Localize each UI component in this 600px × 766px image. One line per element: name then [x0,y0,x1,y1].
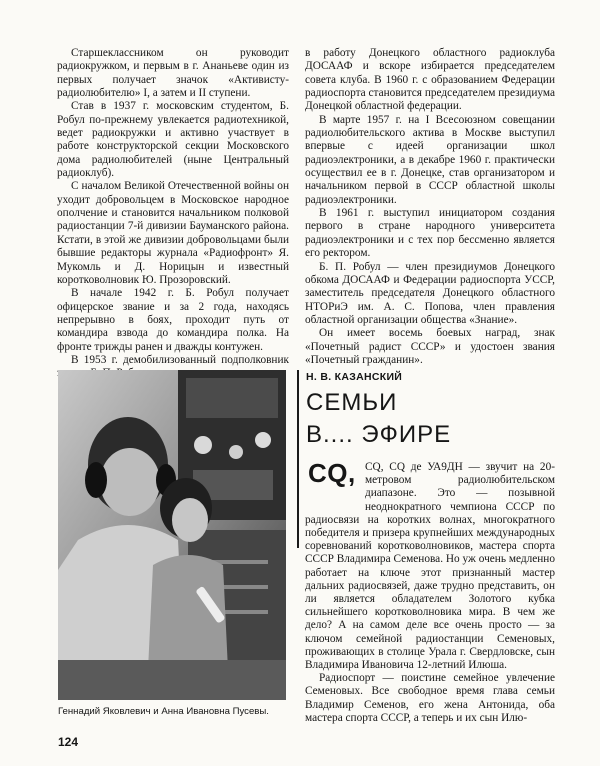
paragraph: Радиоспорт — поистине семейное увлечение Семеновых. Все свободное время глава семьи Владимир Семенов, его жена Антонида, оба мастера спорта СССР, а теперь и их сын Илю- [305,672,555,724]
paragraph: Старшеклассником он руководит радиокружком, и первым в г. Ананьеве один из первых получает значок «Активисту-радиолюбителю» I, а затем и II ступени. [57,47,289,100]
paragraph: В 1953 г. демобилизованный подполковник [71,353,289,366]
article-title-line-2: В.... ЭФИРЕ [306,421,452,448]
paragraph: С началом Великой Отечественной войны он уходит добровольцем в Московское народное ополчение и становится начальником полковой радиостанции 7-й дивизии Бауманского района. Кстати, в этой же дивизии добровольцами были бывшие редакторы журнала «Радиофронт» Я. Мукомль и Д. Норицын и известный коротковолновик Ю. Прозоровский. [57,180,289,286]
photo-caption: Геннадий Яковлевич и Анна Ивановна Пусевы. [58,706,269,717]
paragraph: Став в 1937 г. московским студентом, Б. Робул по-прежнему увлекается радиотехникой, ведет радиокружки и активно участвует в работе конструкторской секции Московского дома радиолюбителей (ныне Центральный радиоклуб). [57,100,289,180]
paragraph: в работу Донецкого областного радиоклуба ДОСААФ и вскоре избирается председателем совета клуба. В 1960 г. с образованием Федерации радиоспорта становится председателем президиума Донецкой областной федерации. [305,47,555,113]
article-dropcap: CQ, [308,458,356,488]
paragraph: CQ, CQ де УА9ДН — звучит на 20-метровом радиолюбительском диапазоне. Это — позывной неоднократного чемпиона СССР по радиосвязи на коротких волнах, многократного победителя и призера крупнейших международных соревнований коротковолновиков, мастера спорта СССР Владимира Семенова. Но уж очень медленно работает на ключе этот признанный мастер дальних радиосвязей, даже трудно представить, он ли является обладателем Золотого кубка сильнейшего коротковолновика мира. В чем же дело? А на самом деле все очень просто — за ключом семейной радиостанции Семеновых, проживающих в столице Урала г. Свердловске, сын Владимира Ивановича 12-летний Илюша. [305,461,555,672]
paragraph: Б. П. Робул — член президиумов Донецкого обкома ДОСААФ и Федерации радиоспорта УССР, заместитель председателя Донецкого областного НТОРиЭ им. А. С. Попова, член правления областной организации общества «Знание». [305,260,555,326]
page-number: 124 [58,735,79,749]
paragraph: В марте 1957 г. на I Всесоюзном совещании радиолюбительского актива в Москве выступил впервые с идеей организации школ радиоэлектроники, а в декабре 1960 г. практически осуществил ее в г. Донецке, став организатором и начальником первой в СССР областной школы радиоэлектроники. [305,113,555,206]
article-author: Н. В. КАЗАНСКИЙ [306,371,403,383]
right-text-column [305,47,555,367]
article-photo [58,370,286,700]
paragraph: Он имеет восемь боевых наград, знак «Почетный радист СССР» и удостоен звания «Почетный гражданин». [305,327,555,366]
article-rule [297,370,299,548]
article-title-line-1: СЕМЬИ [306,389,398,416]
dropcap-spacer [305,461,365,501]
paragraph: В начале 1942 г. Б. Робул получает офицерское звание и за 2 года, находясь непрерывно в боях, проходит путь от командира взвода до командира полка. На фронте трижды ранен и дважды контужен. [57,287,289,353]
article-body [305,461,555,725]
left-text-column [57,47,289,381]
paragraph: В 1961 г. выступил инициатором создания первого в стране народного университета радиоэлектроники и с тех пор бессменно является его ректором. [305,207,555,260]
